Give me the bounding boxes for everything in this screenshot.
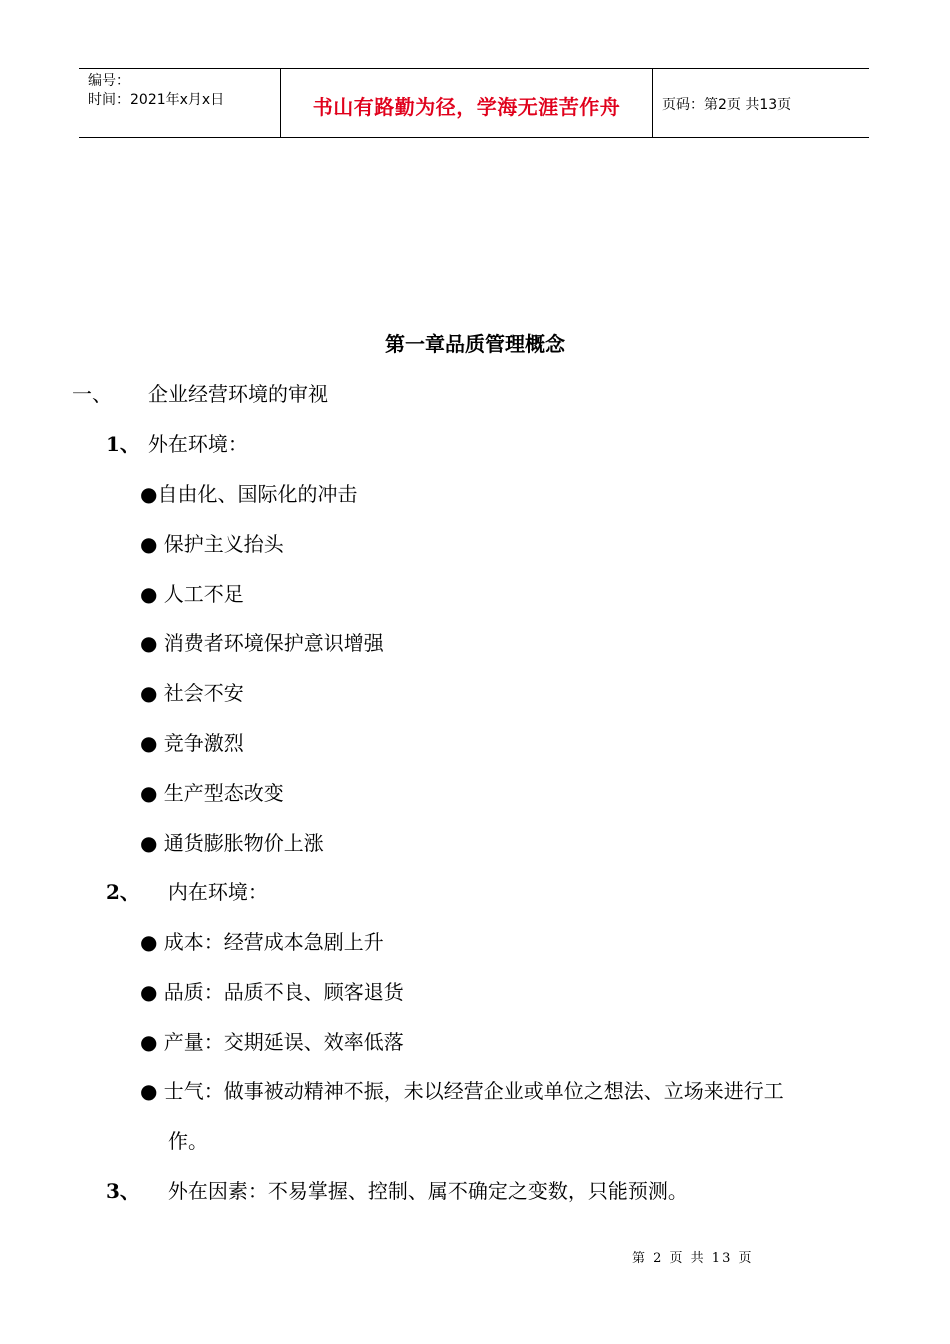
page-footer: 第 2 页 共 13 页 xyxy=(632,1251,754,1266)
subsection-text: 外在因素：不易掌握、控制、属不确定之变数，只能预测。 xyxy=(167,1179,688,1203)
list-item-continuation: 作。 xyxy=(168,1129,208,1153)
list-item: ● 人工不足 xyxy=(140,582,244,606)
header-meta-cell xyxy=(79,69,281,137)
subsection-title: 外在环境： xyxy=(147,432,248,456)
section-title: 企业经营环境的审视 xyxy=(148,382,328,406)
header-motto-cell xyxy=(281,69,653,137)
subsection-number: 3、 xyxy=(106,1179,140,1203)
document-number-label: 编号： xyxy=(88,73,130,89)
subsection-number: 2、 xyxy=(106,880,140,904)
list-item: ● 士气：做事被动精神不振，未以经营企业或单位之想法、立场来进行工 xyxy=(140,1079,784,1103)
list-item: ●自由化、国际化的冲击 xyxy=(140,482,358,506)
list-item: ● 成本：经营成本急剧上升 xyxy=(140,930,384,954)
list-item: ● 消费者环境保护意识增强 xyxy=(140,631,384,655)
list-item: ● 竞争激烈 xyxy=(140,731,244,755)
section-heading xyxy=(72,378,328,407)
list-item: ● 生产型态改变 xyxy=(140,781,284,805)
subsection-number: 1、 xyxy=(106,432,140,456)
document-date-label: 时间：2021年x月x日 xyxy=(88,92,225,108)
section-number: 一、 xyxy=(72,382,112,406)
subsection-heading xyxy=(106,1175,688,1204)
list-item: ● 保护主义抬头 xyxy=(140,532,284,556)
document-header xyxy=(79,68,869,138)
subsection-heading xyxy=(106,876,268,905)
list-item: ● 产量：交期延误、效率低落 xyxy=(140,1030,404,1054)
subsection-title: 内在环境： xyxy=(167,880,268,904)
header-motto: 书山有路勤为径，学海无涯苦作舟 xyxy=(312,95,621,119)
header-page-cell xyxy=(653,69,869,137)
subsection-heading xyxy=(106,428,248,457)
chapter-title: 第一章品质管理概念 xyxy=(385,332,565,356)
header-page-info: 页码：第2页 共13页 xyxy=(662,97,792,113)
list-item: ● 品质：品质不良、顾客退货 xyxy=(140,980,404,1004)
list-item: ● 社会不安 xyxy=(140,681,244,705)
list-item: ● 通货膨胀物价上涨 xyxy=(140,831,324,855)
